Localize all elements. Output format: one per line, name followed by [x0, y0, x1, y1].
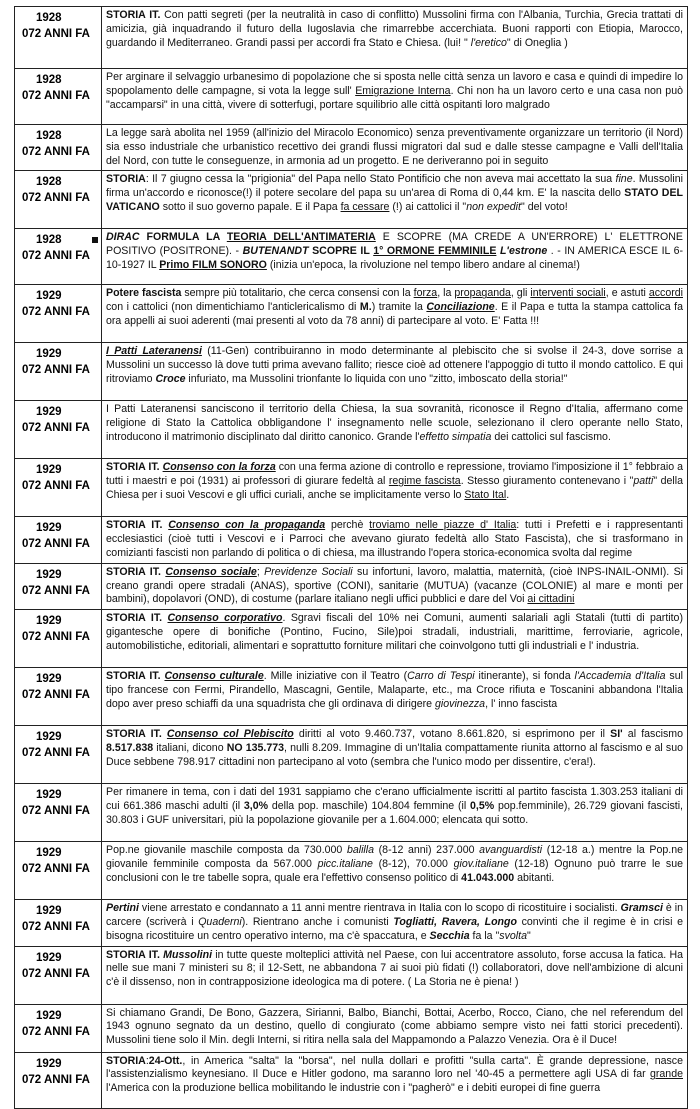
- years-ago-label: 072 ANNI FA: [22, 306, 90, 319]
- year-label: 1929: [36, 951, 62, 964]
- event-text: Pop.ne giovanile maschile composta da 730.000 balilla (8-12 anni) 237.000 avanguardisti (12-18 a.) mentre la Pop.ne giovanile femminile composta da 567.000 picc.italiane (8-12), 70.000 giov.italiane (12-18) Ognuno può trarre le sue conclusioni con le tre tabelle sopra, quale era l'effettivo consenso politico di 41.043.000 abitanti.: [102, 842, 688, 900]
- date-cell: [15, 842, 102, 900]
- year-label: 1929: [36, 406, 62, 419]
- date-cell: [15, 668, 102, 726]
- date-cell: [15, 7, 102, 69]
- year-label: 1928: [36, 176, 62, 189]
- event-text: Pertini viene arrestato e condannato a 11 anni mentre rientrava in Italia con lo scopo di ricostituire i socialisti. Gramsci è in carcere (scriverà i Quaderni). Rientrano anche i comunisti Togliatti, Ravera, Longo convinti che il regime è in crisi e bisogna ricostituire un centro operativo interno, ma c'è spaccatura, e Secchia fa la "svolta": [102, 900, 688, 946]
- event-text: STORIA IT. Consenso sociale; Previdenze Sociali su infortuni, lavoro, malattia, maternità, (cioè INPS-INAIL-ONMI). Si creano grandi opere stradali (ANAS), sportive (CONI), sanitarie (MUTUA) (vacanze (COLONIE) al mare e monti per bambini), dopolavori (OND), di costume (parlare italiano negli uffici pubblici e dare del Voi ai cittadini: [102, 563, 688, 609]
- year-label: 1928: [36, 74, 62, 86]
- event-text: STORIA IT. Consenso corporativo. Sgravi fiscali del 10% nei Comuni, aumenti salariali agli Statali (tutti di partito) gigantesche opere di bonifiche (Pontino, Fucino, Sile)poi stradali, industriali, marittime, ferroviarie, agricole, automobilistiche, editoriali, alimentari e soprattutto forniture militari che coinvolgono tutti gli industriali e l' industria.: [102, 610, 688, 668]
- event-text: STORIA:24-Ott., in America "salta" la "borsa", nel nulla dollari e profitti "sulla carta". È grande depressione, nasce l'assistenzialismo keynesiano. Il Duce e Hitler godono, ma saranno loro nel '40-45 a permettere agli USA di far grande l'America con la produzione bellica mobilitando le industrie con i "pagherò" e i debiti europei di fine guerra: [102, 1052, 688, 1108]
- date-cell: [15, 171, 102, 229]
- years-ago-label: 072 ANNI FA: [22, 631, 90, 644]
- date-cell: [15, 517, 102, 563]
- years-ago-label: 072 ANNI FA: [22, 1073, 90, 1086]
- year-label: 1929: [36, 615, 62, 628]
- event-text: STORIA: Il 7 giugno cessa la "prigionia" del Papa nello Stato Pontificio che non aveva mai accettato la sua fine. Mussolini firma un'accordo e riconosce(!) il potere secolare del papa su un'area di Roma di 0,44 km. E' la nascita dello STATO DEL VATICANO sotto il suo governo papale. E il Papa fa cessare (!) ai cattolici il "non expedit" del voto!: [102, 171, 688, 229]
- timeline-row: [15, 726, 688, 784]
- event-text: DIRAC FORMULA LA TEORIA DELL'ANTIMATERIA E SCOPRE (MA CREDE A UN'ERRORE) L' ELETTRONE POSITIVO (POSITRONE). - BUTENANDT SCOPRE IL 1° ORMONE FEMMINILE L'estrone . - IN AMERICA ESCE IL 6-10-1927 IL Primo FILM SONORO (inizia un'epoca, la rivoluzione nel tempo libero andare al cinema!): [102, 229, 688, 285]
- year-label: 1929: [36, 789, 62, 802]
- timeline-row: [15, 517, 688, 563]
- date-cell: [15, 726, 102, 784]
- year-label: 1929: [36, 464, 62, 477]
- timeline-row: [15, 1004, 688, 1052]
- timeline-row: [15, 668, 688, 726]
- years-ago-label: 072 ANNI FA: [22, 146, 90, 158]
- timeline-row: [15, 610, 688, 668]
- date-cell: [15, 285, 102, 343]
- timeline-row: [15, 171, 688, 229]
- date-cell: [15, 1052, 102, 1108]
- years-ago-label: 072 ANNI FA: [22, 250, 90, 263]
- event-text: STORIA IT. Mussolini in tutte queste molteplici attività nel Paese, con lui accentratore assoluto, forse accusa la fatica. Ha nelle sue mani 7 ministeri su 8; il 12-Sett, ne abbandona 7 ai suoi più fidati (!) collaboratori, dove nell'ambizione di alcuni c'è il dissenso, non in contrapposizione ideologica ma di potere. ( La Storia ne è piena! ): [102, 946, 688, 1004]
- timeline-row: [15, 285, 688, 343]
- year-label: 1929: [36, 348, 62, 361]
- date-cell: [15, 69, 102, 125]
- timeline-row: [15, 784, 688, 842]
- year-label: 1929: [36, 568, 62, 581]
- event-text: I Patti Lateranensi sanciscono il territorio della Chiesa, la sua sovranità, riconosce il Regno d'Italia, affermano come religione di Stato la Cattolica obbligandone l' insegnamento nelle scuole, selezionano il clero operante nello Stato, introducono il matrimonio disciplinato dal diritto canonico. Grande l'effetto simpatia dei cattolici sul fascismo.: [102, 401, 688, 459]
- years-ago-label: 072 ANNI FA: [22, 538, 90, 551]
- timeline-row: [15, 229, 688, 285]
- history-timeline-sheet: [14, 6, 688, 1109]
- years-ago-label: 072 ANNI FA: [22, 364, 90, 377]
- timeline-row: [15, 343, 688, 401]
- timeline-row: [15, 401, 688, 459]
- years-ago-label: 072 ANNI FA: [22, 90, 90, 102]
- date-cell: [15, 343, 102, 401]
- year-label: 1928: [36, 12, 62, 24]
- timeline-table: [14, 6, 688, 1109]
- date-cell: [15, 459, 102, 517]
- years-ago-label: 072 ANNI FA: [22, 921, 90, 934]
- timeline-row: [15, 563, 688, 609]
- year-label: 1929: [36, 905, 62, 918]
- years-ago-label: 072 ANNI FA: [22, 422, 90, 435]
- event-text: STORIA IT. Consenso con la propaganda perchè troviamo nelle piazze d' Italia: tutti i Prefetti e i rappresentanti ecclesiastici (cioè tutti i Vescovi e i Parroci che avevano giurato fedeltà allo Stato Fascista), che si trasformano in comizianti fascisti non parlando di politica o di chiesa, ma illustrando l'opera storica-economica svolta dal regime: [102, 517, 688, 563]
- timeline-row: [15, 69, 688, 125]
- year-label: 1929: [36, 847, 62, 860]
- years-ago-label: 072 ANNI FA: [22, 192, 90, 205]
- years-ago-label: 072 ANNI FA: [22, 863, 90, 876]
- year-label: 1928: [18, 234, 98, 246]
- event-text: STORIA IT. Con patti segreti (per la neutralità in caso di conflitto) Mussolini firma con l'Albania, Turchia, Grecia trattati di amicizia, già inquadrando il futuro della Iugoslavia che rimarrebbe accerchiata. Buoni rapporti con Etiopia, Marocco, guardando il Mediterraneo. Grandi passi per accordi fra Stato e Chiesa. (lui! " l'eretico" di Oneglia ): [102, 7, 688, 69]
- years-ago-label: 072 ANNI FA: [22, 967, 90, 980]
- event-text: La legge sarà abolita nel 1959 (all'inizio del Miracolo Economico) senza preventivamente organizzare un territorio (il Nord) sia esso industriale che urbanistico recettivo dei grandi flussi migratori dal sud e dalle stesse campagne e Valli dell'Italia del Nord, con tutte le conseguenze, in armonia ad un progetto. E ne deriveranno poi in seguito: [102, 125, 688, 171]
- date-cell: [15, 946, 102, 1004]
- timeline-row: [15, 842, 688, 900]
- event-text: STORIA IT. Consenso culturale. Mille iniziative con il Teatro (Carro di Tespi itinerante), si fonda l'Accademia d'Italia sul tipo francese con Fermi, Pirandello, Mascagni, Gentile, Malaparte, etc., ma Croce rifiuta e Toscanini abbandona l'Italia dopo aver preso schiaffi da una squadrista che gli ordinava di dirigere giovinezza, l' inno fascista: [102, 668, 688, 726]
- years-ago-label: 072 ANNI FA: [22, 584, 90, 597]
- year-label: 1929: [36, 522, 62, 535]
- square-bullet-icon: [92, 237, 98, 243]
- year-label: 1928: [36, 130, 62, 142]
- date-cell: [15, 784, 102, 842]
- timeline-row: [15, 1052, 688, 1108]
- date-cell: [15, 401, 102, 459]
- date-cell: [15, 125, 102, 171]
- date-cell: [15, 563, 102, 609]
- timeline-row: [15, 946, 688, 1004]
- date-cell: [15, 1004, 102, 1052]
- years-ago-label: 072 ANNI FA: [22, 480, 90, 493]
- year-label: 1929: [36, 1009, 62, 1022]
- timeline-row: [15, 7, 688, 69]
- timeline-row: [15, 459, 688, 517]
- years-ago-label: 072 ANNI FA: [22, 747, 90, 760]
- year-label: 1929: [36, 1057, 62, 1070]
- event-text: Per rimanere in tema, con i dati del 1931 sappiamo che c'erano ufficialmente iscritti al partito fascista 1.303.253 italiani di cui 661.386 maschi adulti (il 3,0% della pop. maschile) 104.804 femmine (il 0,5% pop.femminile), 26.729 giovani fascisti, 30.803 i GUF universitari, più la popolazione giovanile per a 1.604.000; elencata qui sotto.: [102, 784, 688, 842]
- event-text: Potere fascista sempre più totalitario, che cerca consensi con la forza, la propaganda, gli interventi sociali, e astuti accordi con i cattolici (non dimentichiamo l'anticlericalismo di M.) tramite la Conciliazione. E il Papa e tutta la stampa cattolica fa ora appelli ai suoi aderenti (mai presenti al voto da 78 anni) di partecipare al voto. E' Fatta !!!: [102, 285, 688, 343]
- event-text: STORIA IT. Consenso col Plebiscito diritti al voto 9.460.737, votano 8.661.820, si esprimono per il SI' al fascismo 8.517.838 italiani, dicono NO 135.773, nulli 8.209. Immagine di un'Italia compattamente riunita attorno al fascismo e al suo Duce sebbene 798.917 cittadini non partecipano al voto (sembra che l'unico modo per dissentire, c'era!).: [102, 726, 688, 784]
- date-cell: [15, 229, 102, 285]
- event-text: Per arginare il selvaggio urbanesimo di popolazione che si sposta nelle città senza un lavoro e casa e quindi di impedire lo spopolamento delle campagne, si vota la legge sull' Emigrazione Interna. Chi non ha un lavoro certo e una casa non può "accamparsi" in una città, vivere di sotterfugi, portare squilibrio alle città ospitanti loro malgrado: [102, 69, 688, 125]
- years-ago-label: 072 ANNI FA: [22, 805, 90, 818]
- date-cell: [15, 610, 102, 668]
- years-ago-label: 072 ANNI FA: [22, 689, 90, 702]
- years-ago-label: 072 ANNI FA: [22, 28, 90, 40]
- date-cell: [15, 900, 102, 946]
- year-label: 1929: [36, 290, 62, 303]
- event-text: STORIA IT. Consenso con la forza con una ferma azione di controllo e repressione, troviamo l'imposizione il 1° febbraio a tutti i maestri e poi (1931) ai professori di giurare fedeltà al regime fascista. Stesso giuramento contenevano i "patti" della Chiesa per i suoi Vescovi e gli uffici curiali, anche se implicitamente verso lo Stato Ital.: [102, 459, 688, 517]
- year-label: 1929: [36, 731, 62, 744]
- years-ago-label: 072 ANNI FA: [22, 1025, 90, 1038]
- timeline-row: [15, 900, 688, 946]
- timeline-row: [15, 125, 688, 171]
- event-text: Si chiamano Grandi, De Bono, Gazzera, Sirianni, Balbo, Bianchi, Bottai, Acerbo, Rocco, Ciano, che nel referendum del 1943 ognuno segnato da un destino, quello di congiurato (come abbiamo sempre visto nei fatti storici precedenti). Mussolini tiene solo il Min. degli Interni, si ritira nella sala del Mappamondo a Palazzo Venezia. Ora è il Duce!: [102, 1004, 688, 1052]
- event-text: I Patti Lateranensi (11-Gen) contribuiranno in modo determinante al plebiscito che si svolse il 24-3, dove sorrise a Mussolini un successo là dove tutti prima avevano fallito; riesce cioè ad ottenere l'appoggio di tutto il mondo cattolico. E qui ritroviamo Croce infuriato, ma Mussolini trionfante lo liquida con uno "zitto, imboscato della storia!": [102, 343, 688, 401]
- year-label: 1929: [36, 673, 62, 686]
